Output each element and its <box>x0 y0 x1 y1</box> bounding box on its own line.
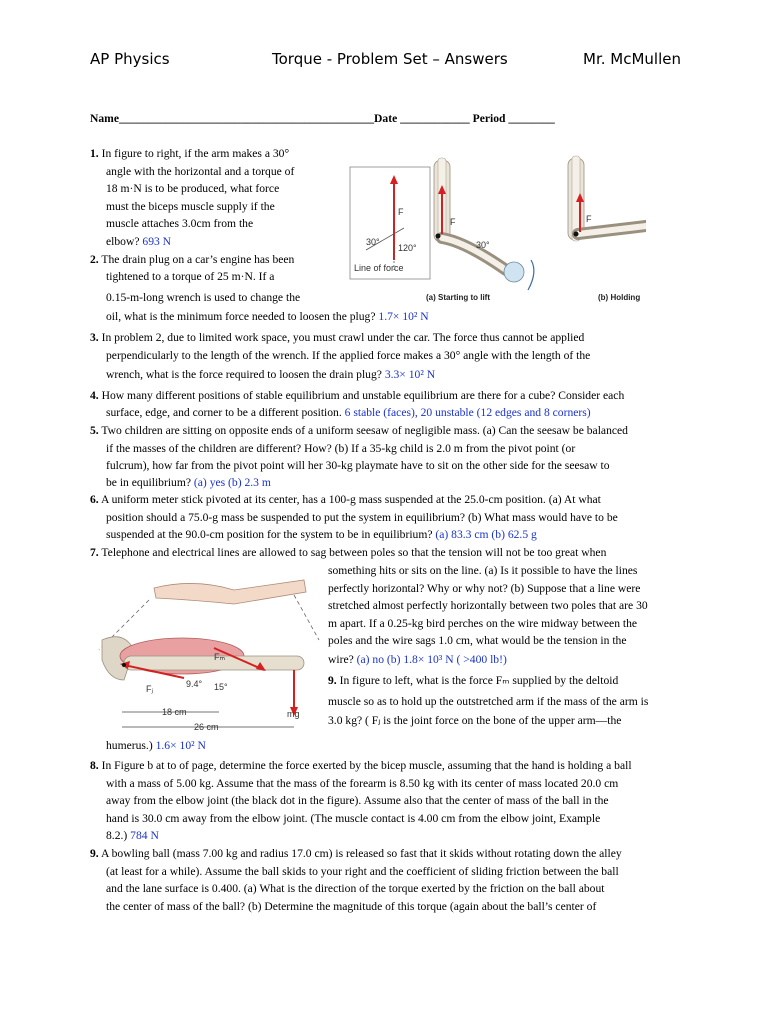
q6-line2: position should a 75.0-g mass be suspended to put the system in equilibrium? (b) What mass would have to be <box>106 511 618 524</box>
date-label: Date <box>374 112 398 125</box>
q9a-line3: 3.0 kg? ( Fⱼ is the joint force on the bone of the upper arm—the <box>328 714 622 727</box>
q7-line3: perfectly horizontal? Why or why not? (b) Suppose that a line were <box>328 582 641 595</box>
svg-text:F: F <box>586 214 592 224</box>
q2-line2: tightened to a torque of 25 m·N. If a <box>106 270 275 283</box>
q8-line2: with a mass of 5.00 kg. Assume that the mass of the forearm is 8.50 kg with its center of mass located 20.0 cm <box>106 777 619 790</box>
q7-line2: something hits or sits on the line. (a) Is it possible to have the lines <box>328 564 638 577</box>
q9a-line2: muscle so as to hold up the outstretched arm if the mass of the arm is <box>328 695 649 708</box>
q7-line4: stretched almost perfectly horizontally between two poles that are 30 <box>328 599 648 612</box>
q9a-line4: humerus.) 1.6× 10² N <box>106 739 206 752</box>
caption-a: (a) Starting to lift <box>426 293 490 302</box>
angle-94-label: 9.4° <box>186 679 203 689</box>
q2-line3: 0.15-m-long wrench is used to change the <box>106 291 301 304</box>
line-of-force-label: Line of force <box>354 263 404 273</box>
deltoid-arm-figure <box>94 560 324 740</box>
force-f-label: F <box>398 207 404 217</box>
q9b-line3: and the lane surface is 0.400. (a) What is the direction of the torque exerted by the friction on the ball about <box>106 882 605 895</box>
elbow-joint-a <box>436 234 441 239</box>
arm-lift-figure <box>346 150 646 310</box>
q5-line4: be in equilibrium? (a) yes (b) 2.3 m <box>106 476 271 489</box>
q8-line1: 8. In Figure b at to of page, determine the force exerted by the bicep muscle, assuming that the hand is holding a ball <box>90 759 632 772</box>
date-blank: ____________ <box>400 112 470 125</box>
q2-line1: 2. The drain plug on a car’s engine has been <box>90 253 295 266</box>
q1-line1: 1. In figure to right, if the arm makes a 30° <box>90 147 290 160</box>
svg-text:F: F <box>450 217 456 227</box>
q3-answer: 3.3× 10² N <box>384 368 436 381</box>
period-label: Period <box>472 112 506 125</box>
q1-line4: must the biceps muscle supply if the <box>106 200 275 213</box>
angle-120-label: 120° <box>398 243 417 253</box>
q1-line6: elbow? 693 N <box>106 235 172 248</box>
q9a-answer: 1.6× 10² N <box>155 739 206 752</box>
header-left: AP Physics <box>90 50 170 68</box>
q4-answer: 6 stable (faces), 20 unstable (12 edges and 8 corners) <box>344 406 591 419</box>
q7-line7: wire? (a) no (b) 1.8× 10³ N ( >400 lb!) <box>328 653 507 666</box>
q2-answer: 1.7× 10² N <box>378 310 429 323</box>
q9b-line4: the center of mass of the ball? (b) Determine the magnitude of this torque (again about the ball’s center of <box>106 900 597 913</box>
q7-line1: 7. Telephone and electrical lines are allowed to sag between poles so that the tension will not be too great when <box>90 546 607 559</box>
q3-line1: 3. In problem 2, due to limited work space, you must crawl under the car. The force thus cannot be applied <box>90 331 585 344</box>
dist-18-label: 18 cm <box>162 707 187 717</box>
fm-label: Fₘ <box>214 652 226 662</box>
ball-a <box>504 262 524 282</box>
q4-line2: surface, edge, and corner to be a different position. 6 stable (faces), 20 unstable (12 edges and 8 corners) <box>106 406 591 419</box>
q8-line5: 8.2.) 784 N <box>106 829 159 842</box>
angle-15-label: 15° <box>214 682 228 692</box>
q1-line5: muscle attaches 3.0cm from the <box>106 217 254 230</box>
q2-line4: oil, what is the minimum force needed to loosen the plug? 1.7× 10² N <box>106 310 429 323</box>
period-blank: ________ <box>508 112 555 125</box>
header-title: Torque - Problem Set – Answers <box>272 50 508 68</box>
outstretched-arm-sketch <box>154 580 306 604</box>
dist-26-label: 26 cm <box>194 722 219 732</box>
q8-answer: 784 N <box>130 829 159 842</box>
q5-line2: if the masses of the children are different? How? (b) If a 35-kg child is 2.0 m from the pivot point (or <box>106 442 576 455</box>
name-line <box>90 111 555 127</box>
q1-line3: 18 m·N is to be produced, what force <box>106 182 280 195</box>
q7-line5: m apart. If a 0.25-kg bird perches on the wire midway between the <box>328 617 638 630</box>
q5-line1: 5. Two children are sitting on opposite ends of a uniform seesaw of negligible mass. (a) Can the seesaw be balanced <box>90 424 628 437</box>
header-right: Mr. McMullen <box>583 50 681 68</box>
q4-line1: 4. How many different positions of stable equilibrium and unstable equilibrium are there for a cube? Consider each <box>90 389 625 402</box>
q1-line2: angle with the horizontal and a torque of <box>106 165 295 178</box>
name-blank: ____________________________________________ <box>118 112 375 125</box>
fj-label: Fⱼ <box>146 684 154 694</box>
q6-line3: suspended at the 90.0-cm position for the system to be in equilibrium? (a) 83.3 cm (b) 62.5 g <box>106 528 537 541</box>
q8-line4: hand is 30.0 cm away from the elbow joint. (The muscle contact is 4.00 cm from the elbow joint, Example <box>106 812 601 825</box>
q8-line3: away from the elbow joint (the black dot in the figure). Assume also that the center of mass of the ball in the <box>106 794 609 807</box>
q6-line1: 6. A uniform meter stick pivoted at its center, has a 100-g mass suspended at the 25.0-cm position. (a) At what <box>90 493 601 506</box>
caption-b: (b) Holding <box>598 293 641 302</box>
q9a-line1: 9. In figure to left, what is the force Fₘ supplied by the deltoid <box>328 674 619 687</box>
angle-30-label: 30° <box>366 237 380 247</box>
q7-line6: poles and the wire sags 1.0 cm, what would be the tension in the <box>328 634 627 647</box>
q7-answer: (a) no (b) 1.8× 10³ N ( >400 lb!) <box>356 653 507 666</box>
q9b-line2: (at least for a while). Assume the ball skids to your right and the coefficient of sliding friction between the ball <box>106 865 619 878</box>
q9b-line1: 9. A bowling ball (mass 7.00 kg and radius 17.0 cm) is released so fast that it skids without rotating down the alley <box>90 847 622 860</box>
name-label: Name <box>90 112 119 125</box>
q3-line2: perpendicularly to the length of the wrench. If the applied force makes a 30° angle with the length of the <box>106 349 591 362</box>
q5-line3: fulcrum), how far from the pivot point will her 30-kg playmate have to sit on the other side for the seesaw to <box>106 459 610 472</box>
q1-answer: 693 N <box>142 235 172 248</box>
q5-answer: (a) yes (b) 2.3 m <box>193 476 271 489</box>
q3-line3: wrench, what is the force required to loosen the drain plug? 3.3× 10² N <box>106 368 436 381</box>
mg-label: mg <box>287 709 300 719</box>
angle-30b-label: 30° <box>476 240 490 250</box>
q6-answer: (a) 83.3 cm (b) 62.5 g <box>435 528 537 541</box>
